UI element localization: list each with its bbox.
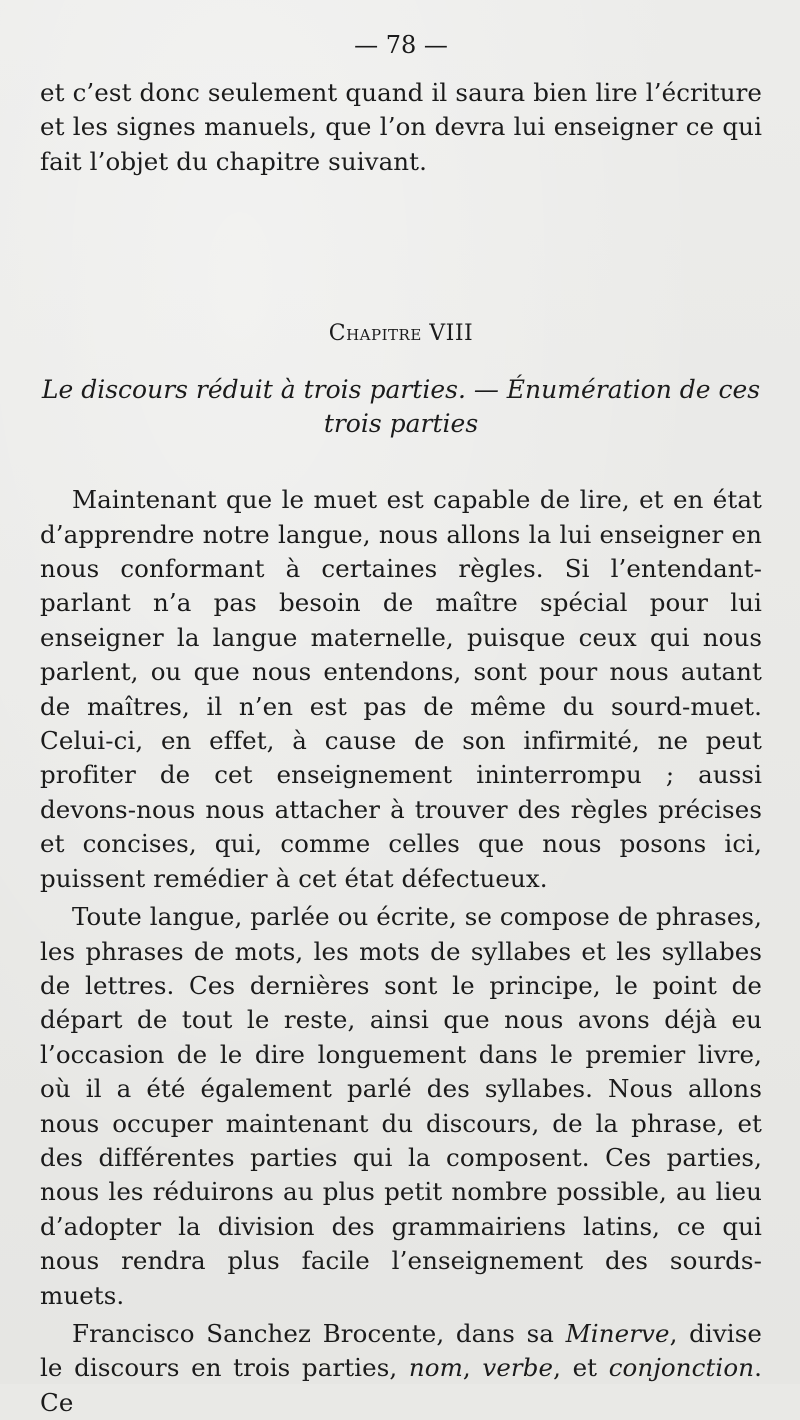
work-title: Minerve: [565, 1318, 670, 1348]
chapter-label: [40, 319, 762, 349]
text-span: Francisco Sanchez Brocente, dans sa: [72, 1318, 566, 1348]
text-span: ,: [462, 1353, 483, 1383]
page-number: — 78 —: [354, 31, 448, 59]
term-verbe: verbe: [482, 1353, 554, 1383]
chapter-title: Le discours réduit à trois parties. — Énumération de ces trois parties: [41, 375, 761, 439]
term-nom: nom: [408, 1353, 463, 1383]
body-paragraph-2: Toute langue, parlée ou écrite, se compose de phrases, les phrases de mots, les mots de syllabes et les syllabes de lettres. Ces dernières sont le principe, le point de départ de tout le reste, ainsi que nous avons déjà eu l’occasion de le dire longuement dans le premier livre, où il a été également parlé des syllabes. Nous allons nous occuper maintenant du discours, de la phrase, et des différentes parties qui la composent. Ces parties, nous les réduirons au plus petit nombre possible, au lieu d’adopter la division des grammairiens latins, ce qui nous rendra plus facile l’enseignement des sourds-muets.: [40, 902, 762, 1310]
intro-paragraph: et c’est donc seulement quand il saura bien lire l’écriture et les signes manuels, que l’on devra lui enseigner ce qui fait l’objet du chapitre suivant.: [40, 78, 762, 176]
text-span: , divise le discours en trois parties,: [40, 1318, 762, 1383]
text-span: . Ce: [40, 1353, 762, 1417]
body-paragraph-3: [40, 1317, 762, 1420]
text-span: , et: [553, 1353, 609, 1383]
term-conjonction: conjonction: [608, 1353, 755, 1383]
chapter-label-text: Chapitre VIII: [328, 321, 474, 347]
body-paragraph-1: Maintenant que le muet est capable de lire, et en état d’apprendre notre langue, nous allons la lui enseigner en nous conformant à certaines règles. Si l’entendant-parlant n’a pas besoin de maître spécial pour lui enseigner la langue maternelle, puisque ceux qui nous parlent, ou que nous entendons, sont pour nous autant de maîtres, il n’en est pas de même du sourd-muet. Celui-ci, en effet, à cause de son infirmité, ne peut profiter de cet enseignement ininterrompu ; aussi devons-nous nous attacher à trouver des règles précises et concises, qui, comme celles que nous posons ici, puissent remédier à cet état défectueux.: [40, 485, 762, 893]
